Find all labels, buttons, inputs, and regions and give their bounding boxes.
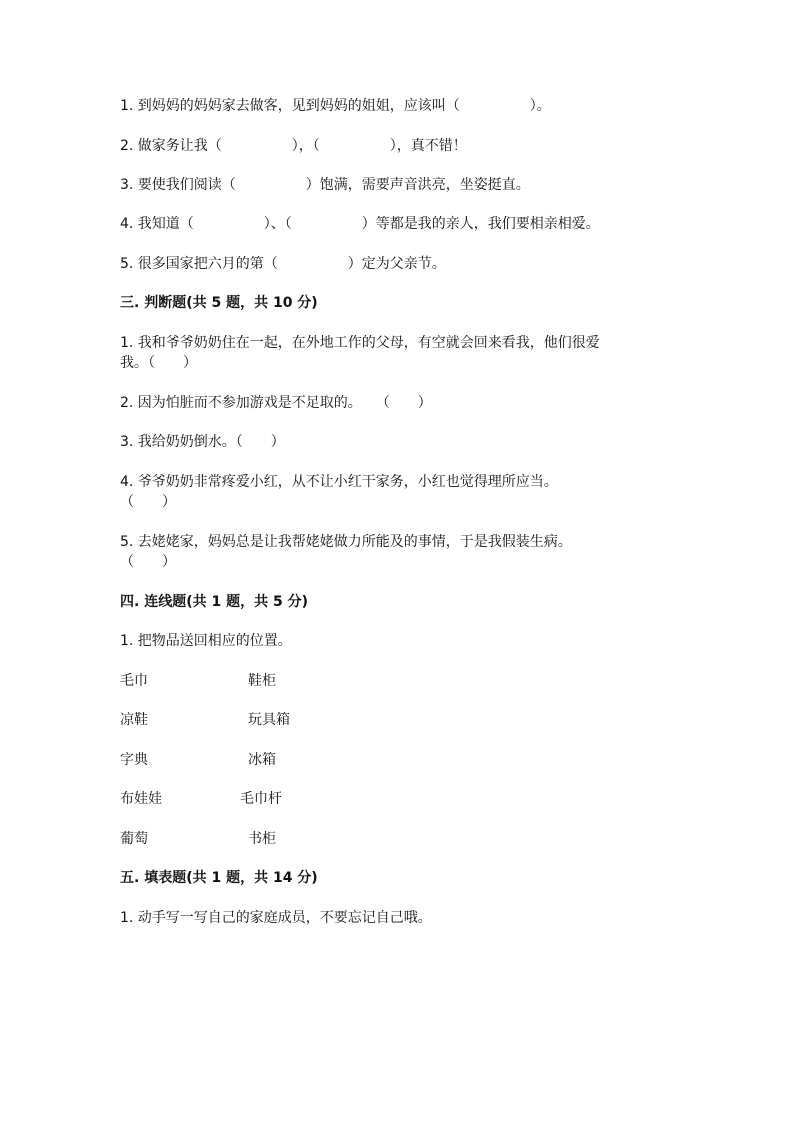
judge-question-1-line-2: 我。（ ） bbox=[120, 355, 197, 371]
fill-blank-question-2: 2. 做家务让我（ ），（ ），真不错！ bbox=[120, 138, 467, 154]
matching-right-item: 冰箱 bbox=[248, 752, 276, 768]
table-question: 1. 动手写一写自己的家庭成员，不要忘记自己哦。 bbox=[120, 910, 432, 926]
fill-blank-question-4: 4. 我知道（ ）、（ ）等都是我的亲人，我们要相亲相爱。 bbox=[120, 216, 600, 232]
judge-question-5-line-2: （ ） bbox=[120, 554, 176, 570]
section-4-heading: 四. 连线题(共 1 题，共 5 分) bbox=[120, 594, 308, 610]
judge-question-3: 3. 我给奶奶倒水。（ ） bbox=[120, 434, 285, 450]
judge-question-1-line-1: 1. 我和爷爷奶奶住在一起，在外地工作的父母，有空就会回来看我，他们很爱 bbox=[120, 335, 600, 351]
matching-left-item: 字典 bbox=[120, 752, 148, 768]
judge-question-4-line-1: 4. 爷爷奶奶非常疼爱小红，从不让小红干家务，小红也觉得理所应当。 bbox=[120, 474, 558, 490]
matching-right-item: 书柜 bbox=[248, 831, 276, 847]
section-3-heading: 三. 判断题(共 5 题，共 10 分) bbox=[120, 295, 318, 311]
matching-left-item: 凉鞋 bbox=[120, 712, 148, 728]
judge-question-2: 2. 因为怕脏而不参加游戏是不足取的。 （ ） bbox=[120, 395, 432, 411]
judge-question-5-line-1: 5. 去姥姥家，妈妈总是让我帮姥姥做力所能及的事情，于是我假装生病。 bbox=[120, 534, 572, 550]
matching-left-item: 毛巾 bbox=[120, 673, 148, 689]
matching-right-item: 玩具箱 bbox=[248, 712, 290, 728]
matching-right-item: 毛巾杆 bbox=[240, 791, 282, 807]
fill-blank-question-5: 5. 很多国家把六月的第（ ）定为父亲节。 bbox=[120, 256, 446, 272]
fill-blank-question-3: 3. 要使我们阅读（ ）饱满，需要声音洪亮，坐姿挺直。 bbox=[120, 177, 530, 193]
section-5-heading: 五. 填表题(共 1 题，共 14 分) bbox=[120, 870, 318, 886]
matching-left-item: 布娃娃 bbox=[120, 791, 162, 807]
matching-right-item: 鞋柜 bbox=[248, 673, 276, 689]
matching-question: 1. 把物品送回相应的位置。 bbox=[120, 633, 292, 649]
matching-left-item: 葡萄 bbox=[120, 831, 148, 847]
fill-blank-question-1: 1. 到妈妈的妈妈家去做客，见到妈妈的姐姐，应该叫（ ）。 bbox=[120, 98, 551, 114]
judge-question-4-line-2: （ ） bbox=[120, 494, 176, 510]
